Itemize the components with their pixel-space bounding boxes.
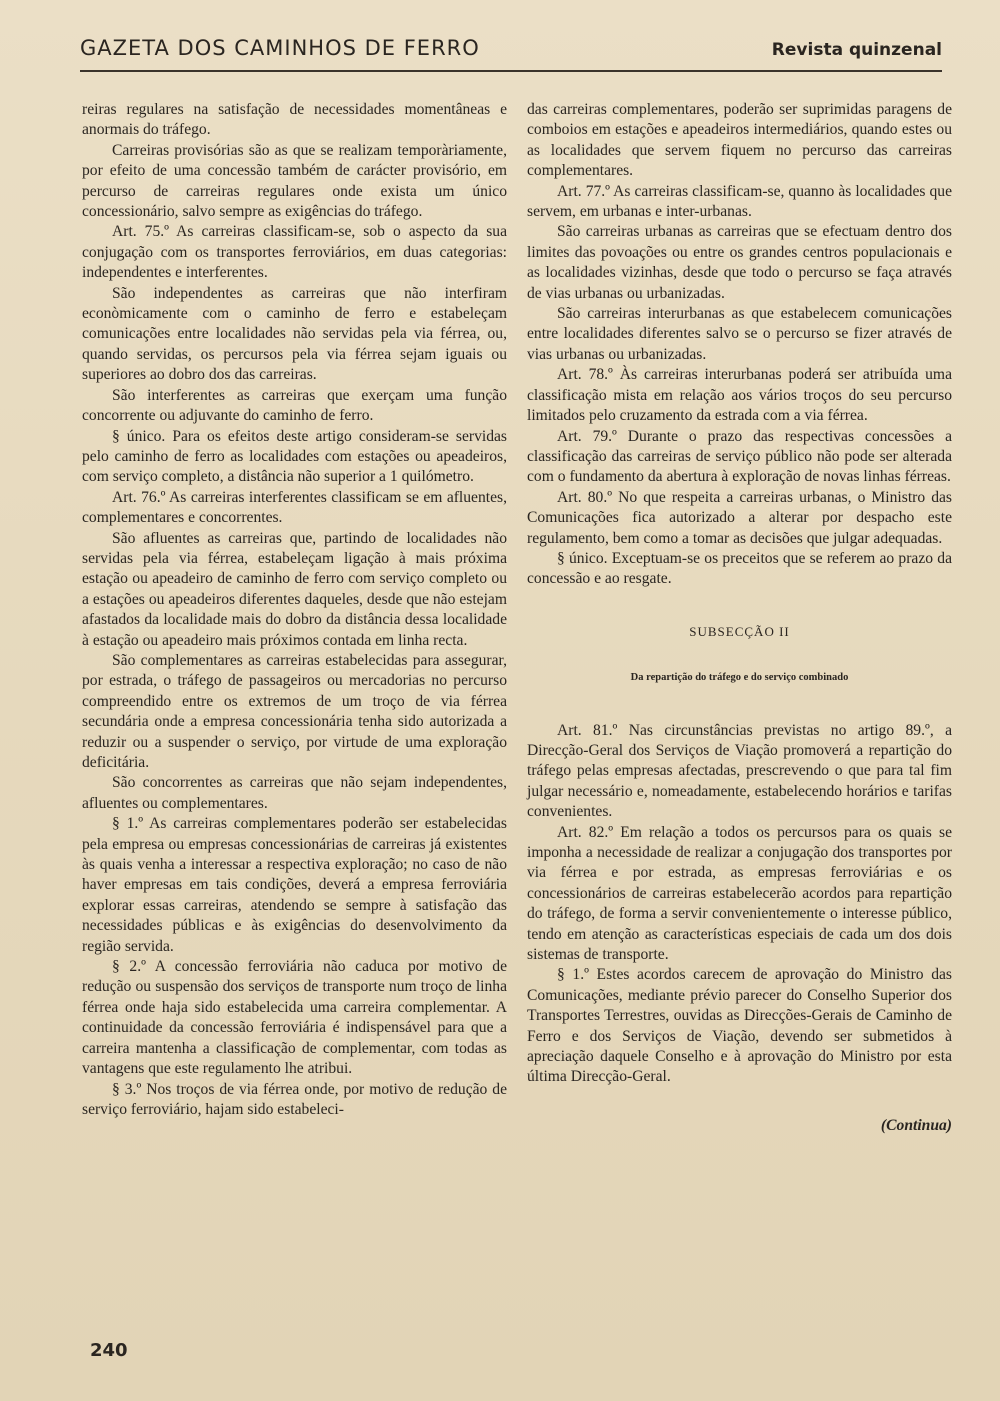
paragraph: Art. 79.º Durante o prazo das respectivas concessões a classificação das carreiras de serviço público não pode ser alterada com o fundamento da abertura à exploração de novas linhas férreas. [527,427,952,486]
journal-subtitle: Revista quinzenal [771,40,942,60]
paragraph: Carreiras provisórias são as que se realizam temporàriamente, por efeito de uma concessão também de carácter provisório, em percurso de carreiras regulares onde exista um único concessionário, salvo sempre as exigências do tráfego. [82,141,507,221]
paragraph: § único. Para os efeitos deste artigo consideram-se servidas pelo caminho de ferro as localidades com estações ou apeadeiros, com serviço completo, a distância não superior a 1 quilómetro. [82,427,507,486]
paragraph: São carreiras interurbanas as que estabelecem comunicações entre localidades diferentes salvo se o percurso se fizer através de vias urbanas ou urbanizadas. [527,305,952,363]
paragraph: § 1.º As carreiras complementares poderão ser estabelecidas pela empresa ou empresas concessionárias de carreiras já existentes às quais venha a interessar a respectiva exploração; no caso de não haver empresas em tais condições, deverá a empresa ferroviária explorar essas carreiras, atendendo se sempre à satisfação das necessidades públicas e às exigências do desenvolvimento da região servida. [82,815,507,955]
paragraph: São carreiras urbanas as carreiras que se efectuam dentro dos limites das povoações ou entre os grandes centros populacionais e as localidades vizinhas, desde que todo o percurso se faça através de vias urbanas ou urbanizadas. [527,223,952,302]
paragraph: § 2.º A concessão ferroviária não caduca por motivo de redução ou suspensão dos serviços de transporte num troço de linha férrea onde haja sido estabelecida uma carreira complementar. A continuidade da concessão ferroviária é indispensável para que a carreira mantenha a classificação de complementar, com todas as vantagens que este regulamento lhe atribui. [82,958,507,1078]
subsection-heading: SUBSECÇÃO II [689,623,790,639]
page-number: 240 [90,1340,128,1361]
continued-note: (Continua) [880,1116,952,1134]
paragraph: Art. 82.º Em relação a todos os percursos para os quais se imponha a necessidade de realizar a conjugação dos transportes por via férrea e por estrada, as empresas ferroviárias e os concessionários de carreiras estabelecerão acordos para repartição do tráfego, de forma a servir convenientemente o interesse público, tendo em atenção as características especiais de cada um dos dois sistemas de transporte. [527,823,952,964]
paragraph: reiras regulares na satisfação de necessidades momentâneas e anormais do tráfego. [82,101,507,139]
paragraph: Art. 75.º As carreiras classificam-se, sob o aspecto da sua conjugação com os transportes ferroviários, em duas categorias: independentes e interferentes. [82,223,507,282]
left-column [82,100,507,1120]
paragraph: São afluentes as carreiras que, partindo de localidades não servidas pela via férrea, estabeleçam ligação à mais próxima estação ou apeadeiro de caminho de ferro com serviço completo ou a estações ou apeadeiros diferentes daqueles, desde que não estejam afastados da localidade mais do dobro da distância dessa localidade à estação ou apeadeiro mais próximos contada em linha recta. [82,529,507,649]
paragraph: Art. 81.º Nas circunstâncias previstas no artigo 89.º, a Direcção-Geral dos Serviços de Viação promoverá a repartição do tráfego pelas empresas afectadas, prescrevendo o que para tal fim julgar necessário e, nomeadamente, estabelecendo horários e tarifas convenientes. [527,721,952,821]
paragraph: § 3.º Nos troços de via férrea onde, por motivo de redução de serviço ferroviário, hajam sido estabeleci- [82,1080,507,1118]
paragraph: São complementares as carreiras estabelecidas para assegurar, por estrada, o tráfego de passageiros ou mercadorias no percurso compreendido entre os extremos de um troço de via férrea secundária onde a empresa concessionária tenha sido autorizada a reduzir ou a suspender o serviço, por virtude de uma exploração deficitária. [82,651,507,771]
running-header [80,36,942,72]
paragraph: São independentes as carreiras que não interfiram econòmicamente com o caminho de ferro e estabeleçam comunicações entre localidades não servidas pela via férrea, ou, quando servidas, os percursos pela via férrea sejam iguais ou superiores ao dobro dos das carreiras. [82,284,507,384]
paragraph: São interferentes as carreiras que exerçam uma função concorrente ou adjuvante do caminho de ferro. [82,386,507,425]
paragraph: Art. 80.º No que respeita a carreiras urbanas, o Ministro das Comunicações fica autorizado a alterar por despacho este regulamento, bem como a tomar as decisões que julgar adequadas. [527,488,952,547]
right-column [527,100,952,1136]
paragraph: São concorrentes as carreiras que não sejam independentes, afluentes ou complementares. [82,774,507,812]
paragraph: Art. 76.º As carreiras interferentes classificam se em afluentes, complementares e concorrentes. [82,488,507,527]
paragraph: § 1.º Estes acordos carecem de aprovação do Ministro das Comunicações, mediante prévio parecer do Conselho Superior dos Transportes Terrestres, ouvidas as Direcções-Gerais de Caminho de Ferro e dos Serviços de Viação, devendo ser submetidos à apreciação daquele Conselho e à aprovação do Ministro por esta última Direcção-Geral. [527,966,952,1086]
paragraph: das carreiras complementares, poderão ser suprimidas paragens de comboios em estações e apeadeiros intermediários, quando estes ou as localidades que servem fiquem no percurso das carreiras complementares. [527,101,952,180]
paragraph: § único. Exceptuam-se os preceitos que se referem ao prazo da concessão e ao resgate. [527,549,952,588]
paragraph: Art. 78.º Às carreiras interurbanas poderá ser atribuída uma classificação mista em relação aos vários troços do seu percurso limitados pelo cruzamento da estrada com a via férrea. [527,366,952,425]
journal-title: GAZETA DOS CAMINHOS DE FERRO [80,36,480,60]
paragraph: Art. 77.º As carreiras classificam-se, quanno às localidades que servem, em urbanas e inter-urbanas. [527,182,952,221]
subsection-title: Da repartição do tráfego e do serviço combinado [630,672,849,684]
